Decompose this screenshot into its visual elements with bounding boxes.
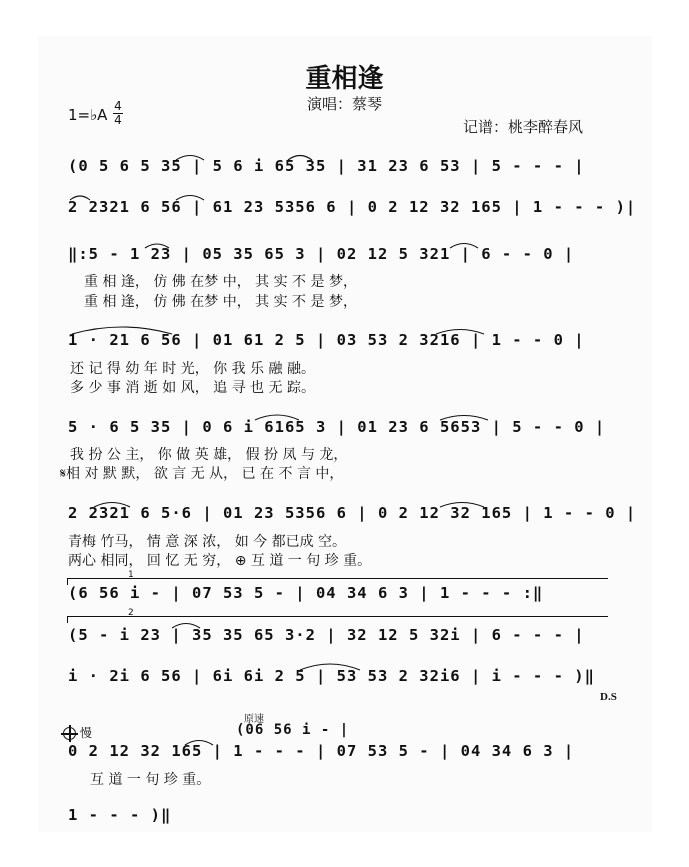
dal-segno-mark: D.S <box>600 691 617 703</box>
notation-line-7: (6 56 i - | 07 53 5 - | 04 34 6 3 | 1 - - - :‖ <box>68 584 544 602</box>
lyrics-line-3-verse-2: 重 相 逢， 仿 佛 在梦 中， 其 实 不 是 梦， <box>84 294 357 310</box>
coda-icon <box>63 727 76 740</box>
lyrics-line-5-verse-1: 我 扮 公 主， 你 做 英 雄， 假 扮 凤 与 龙， <box>70 447 348 463</box>
lyrics-line-3-verse-1: 重 相 逢， 仿 佛 在梦 中， 其 实 不 是 梦， <box>84 274 357 290</box>
lyrics-line-5-verse-2: 𝄋相 对 默 默， 欲 言 无 从， 已 在 不 言 中， <box>60 466 344 482</box>
notation-line-8: (5 - i 23 | 35 35 65 3·2 | 32 12 5 32i | 6 - - - | <box>68 626 585 644</box>
notation-line-1: (0 5 6 5 35 | 5 6 i 65 35 | 31 23 6 53 | 5 - - - | <box>68 157 585 175</box>
notation-line-10: 0 2 12 32 165 | 1 - - - | 07 53 5 - | 04 34 6 3 | <box>68 742 575 760</box>
second-ending-number: 2 <box>128 608 134 618</box>
coda-slow-marking <box>63 724 92 741</box>
second-ending-bracket <box>67 608 608 623</box>
time-signature-bottom: 4 <box>114 113 122 127</box>
lyrics-line-6-verse-1: 青梅 竹马， 情 意 深 浓， 如 今 都已成 空。 <box>68 534 347 550</box>
singer-credit: 演唱：蔡琴 <box>306 95 382 113</box>
lyrics-line-4-verse-2: 多 少 事 消 逝 如 风， 追 寻 也 无 踪。 <box>70 380 315 396</box>
transcriber-credit: 记谱：桃李醉春风 <box>463 118 584 136</box>
song-title: 重相逢 <box>305 64 384 94</box>
notation-line-5: 5 · 6 5 35 | 0 6 i 6165 3 | 01 23 6 5653 | 5 - - 0 | <box>68 418 606 436</box>
notation-line-2: 2 2321 6 56 | 61 23 5356 6 | 0 2 12 32 165 | 1 - - - )| <box>68 198 637 216</box>
tempo-marking: 原速 <box>244 714 264 725</box>
notation-line-9: i · 2i 6 56 | 6i 6i 2 5 | 53 53 2 32i6 | i - - - )‖ <box>68 667 595 685</box>
lyrics-line-10: 互 道 一 句 珍 重。 <box>90 772 211 788</box>
lyrics-line-6-verse-2: 两心 相同， 回 忆 无 穷， ⊕ 互 道 一 句 珍 重。 <box>68 553 372 569</box>
time-signature <box>113 100 123 127</box>
lyrics-line-4-verse-1: 还 记 得 幼 年 时 光， 你 我 乐 融 融。 <box>70 361 315 377</box>
time-signature-top: 4 <box>114 99 122 113</box>
notation-line-4: 1 · 21 6 56 | 01 61 2 5 | 03 53 2 3216 | 1 - - 0 | <box>68 331 585 349</box>
slow-label: 慢 <box>79 726 92 740</box>
notation-line-3: ‖:5 - 1 23 | 05 35 65 3 | 02 12 5 321 | 6 - - 0 | <box>68 245 575 263</box>
notation-line-11: 1 - - - )‖ <box>68 806 172 824</box>
notation-line-10-prefix: (06 56 i - | <box>236 722 350 738</box>
key-signature: 1=♭A <box>68 106 108 124</box>
notation-line-6: 2 2321 6 5·6 | 01 23 5356 6 | 0 2 12 32 165 | 1 - - 0 | <box>68 504 637 522</box>
first-ending-number: 1 <box>128 570 134 580</box>
